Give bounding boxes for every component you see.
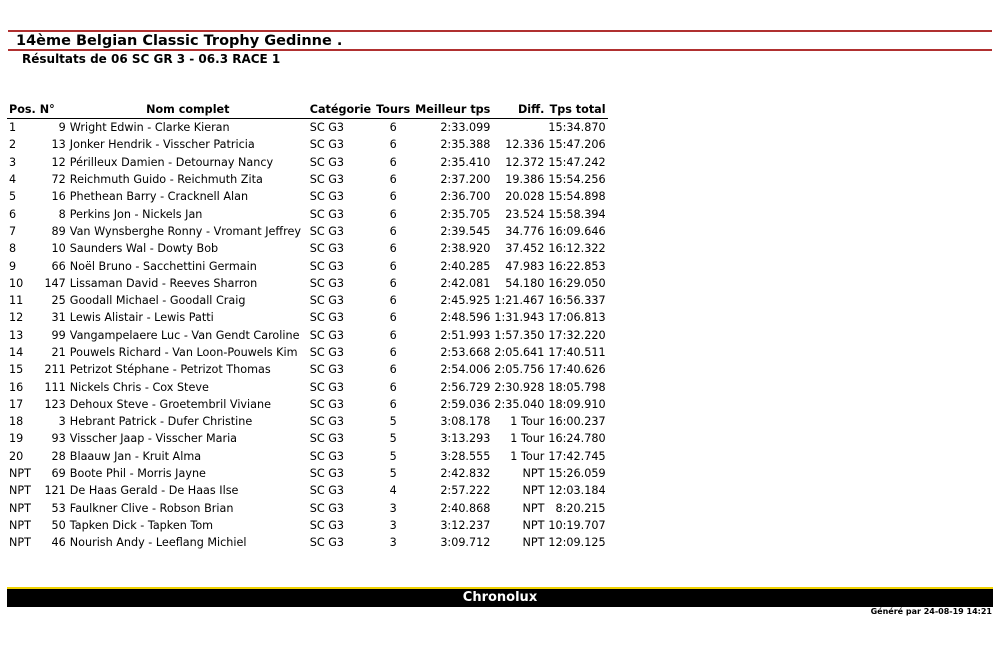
table-row (7, 482, 608, 499)
cell-pos: 1 (9, 121, 17, 135)
cell-name: Goodall Michael - Goodall Craig (69, 294, 246, 308)
cell-best-time: 2:45.925 (440, 294, 491, 308)
cell-diff: 37.452 (505, 242, 545, 256)
cell-total-time: 16:00.237 (548, 415, 606, 429)
cell-total-time: 15:26.059 (548, 467, 606, 481)
cell-name: Van Wynsberghe Ronny - Vromant Jeffrey (69, 224, 301, 238)
table-row (7, 500, 608, 517)
col-header-best-time: Meilleur tps (413, 101, 492, 119)
cell-total-time: 16:24.780 (548, 432, 606, 446)
table-row (7, 327, 608, 344)
cell-pos: 15 (9, 363, 24, 377)
cell-best-time: 2:53.668 (440, 346, 491, 359)
cell-number: 147 (44, 276, 66, 290)
cell-best-time: 2:56.729 (440, 380, 491, 394)
cell-best-time: 3:08.178 (440, 415, 491, 429)
cell-laps: 5 (389, 415, 397, 429)
cell-number: 10 (51, 242, 66, 256)
cell-name: Dehoux Steve - Groetembril Viviane (69, 397, 271, 411)
cell-name: Vangampelaere Luc - Van Gendt Caroline (69, 328, 300, 342)
col-header-total-time: Tps total (546, 101, 607, 119)
cell-name: Périlleux Damien - Detournay Nancy (69, 155, 274, 169)
cell-pos: NPT (9, 484, 31, 498)
cell-total-time: 10:19.707 (548, 518, 606, 532)
table-row (7, 534, 608, 551)
cell-total-time: 17:42.745 (548, 449, 606, 463)
cell-total-time: 16:56.337 (548, 294, 606, 308)
cell-category: SC G3 (309, 121, 345, 135)
cell-laps: 4 (389, 484, 397, 498)
cell-diff: 12.372 (505, 155, 545, 169)
cell-diff: 1:57.350 (494, 328, 545, 342)
cell-number: 28 (51, 449, 66, 463)
cell-best-time: 3:12.237 (440, 518, 491, 532)
cell-laps: 6 (389, 363, 397, 377)
table-row (7, 154, 608, 171)
table-header-row (7, 101, 608, 119)
table-row (7, 119, 608, 137)
cell-number: 12 (51, 155, 66, 169)
cell-diff: NPT (522, 501, 545, 515)
col-header-name: Nom complet (68, 101, 308, 119)
cell-category: SC G3 (309, 190, 345, 204)
cell-best-time: 2:37.200 (440, 173, 491, 187)
cell-diff: 1 Tour (510, 432, 545, 446)
cell-laps: 3 (389, 518, 397, 532)
cell-name: Lewis Alistair - Lewis Patti (69, 311, 214, 325)
cell-pos: 16 (9, 380, 24, 394)
cell-category: SC G3 (309, 276, 345, 290)
cell-pos: NPT (9, 518, 31, 532)
cell-name: Pouwels Richard - Van Loon-Pouwels Kim (69, 346, 298, 359)
cell-category: SC G3 (309, 449, 345, 463)
page-subtitle: Résultats de 06 SC GR 3 - 06.3 RACE 1 (22, 52, 281, 66)
cell-pos: 6 (9, 207, 17, 221)
cell-diff: NPT (522, 536, 545, 550)
cell-diff: 23.524 (505, 207, 545, 221)
cell-category: SC G3 (309, 242, 345, 256)
cell-laps: 6 (389, 276, 397, 290)
cell-laps: 5 (389, 449, 397, 463)
cell-laps: 6 (389, 328, 397, 342)
cell-laps: 6 (389, 173, 397, 187)
cell-diff: NPT (522, 467, 545, 481)
cell-pos: 19 (9, 432, 24, 446)
cell-pos: NPT (9, 536, 31, 550)
cell-pos: 9 (9, 259, 17, 273)
cell-diff: 1:31.943 (494, 311, 545, 325)
cell-name: Visscher Jaap - Visscher Maria (69, 432, 238, 446)
cell-diff: 2:35.040 (494, 397, 545, 411)
cell-number: 93 (51, 432, 66, 446)
cell-name: Lissaman David - Reeves Sharron (69, 276, 258, 290)
cell-pos: 7 (9, 224, 17, 238)
col-header-laps: Tours (373, 101, 413, 119)
cell-pos: 10 (9, 276, 24, 290)
cell-best-time: 3:28.555 (440, 449, 491, 463)
cell-total-time: 12:09.125 (548, 536, 606, 550)
cell-best-time: 2:33.099 (440, 121, 491, 135)
cell-number: 31 (51, 311, 66, 325)
cell-best-time: 2:42.832 (440, 467, 491, 481)
cell-best-time: 2:36.700 (440, 190, 491, 204)
header-top-rule (8, 30, 992, 32)
cell-best-time: 2:35.705 (440, 207, 491, 221)
cell-total-time: 15:47.206 (548, 138, 606, 152)
cell-number: 25 (51, 294, 66, 308)
cell-pos: 14 (9, 346, 24, 359)
cell-laps: 6 (389, 121, 397, 135)
col-header-category: Catégorie (308, 101, 373, 119)
table-row (7, 240, 608, 257)
table-row (7, 465, 608, 482)
cell-number: 9 (58, 121, 66, 135)
table-row (7, 292, 608, 309)
cell-diff: 1 Tour (510, 449, 545, 463)
cell-total-time: 17:06.813 (548, 311, 606, 325)
cell-name: Nickels Chris - Cox Steve (69, 380, 209, 394)
cell-number: 21 (51, 346, 66, 359)
cell-pos: 5 (9, 190, 17, 204)
cell-name: Tapken Dick - Tapken Tom (69, 518, 214, 532)
cell-number: 89 (51, 224, 66, 238)
table-row (7, 309, 608, 326)
cell-pos: 17 (9, 397, 24, 411)
cell-laps: 6 (389, 155, 397, 169)
cell-best-time: 2:35.410 (440, 155, 491, 169)
cell-number: 72 (51, 173, 66, 187)
cell-best-time: 2:42.081 (440, 276, 491, 290)
cell-pos: 18 (9, 415, 24, 429)
cell-laps: 6 (389, 380, 397, 394)
cell-best-time: 2:35.388 (440, 138, 491, 152)
cell-best-time: 3:09.712 (440, 536, 491, 550)
table-row (7, 396, 608, 413)
table-row (7, 344, 608, 361)
cell-diff: 1:21.467 (494, 294, 545, 308)
cell-number: 211 (44, 363, 66, 377)
cell-name: Reichmuth Guido - Reichmuth Zita (69, 173, 263, 187)
cell-name: Petrizot Stéphane - Petrizot Thomas (69, 363, 271, 377)
cell-total-time: 18:05.798 (548, 380, 606, 394)
cell-number: 121 (44, 484, 66, 498)
cell-diff: 54.180 (505, 276, 545, 290)
table-row (7, 378, 608, 395)
cell-name: Faulkner Clive - Robson Brian (69, 501, 234, 515)
footer-bar (7, 587, 993, 607)
cell-category: SC G3 (309, 484, 345, 498)
cell-laps: 6 (389, 190, 397, 204)
cell-pos: 12 (9, 311, 24, 325)
cell-diff (492, 119, 546, 137)
cell-number: 16 (51, 190, 66, 204)
cell-category: SC G3 (309, 294, 345, 308)
cell-name: Jonker Hendrik - Visscher Patricia (69, 138, 255, 152)
cell-name: Boote Phil - Morris Jayne (69, 467, 206, 481)
cell-number: 66 (51, 259, 66, 273)
cell-number: 13 (51, 138, 66, 152)
table-row (7, 413, 608, 430)
table-row (7, 205, 608, 222)
footer-brand: Chronolux (462, 590, 538, 605)
cell-number: 123 (44, 397, 66, 411)
cell-best-time: 2:54.006 (440, 363, 491, 377)
cell-diff: 20.028 (505, 190, 545, 204)
cell-pos: 13 (9, 328, 24, 342)
cell-diff: NPT (522, 484, 545, 498)
cell-pos: NPT (9, 501, 31, 515)
cell-total-time: 17:40.626 (548, 363, 606, 377)
table-row (7, 448, 608, 465)
table-row (7, 361, 608, 378)
cell-number: 50 (51, 518, 66, 532)
cell-total-time: 16:29.050 (548, 276, 606, 290)
cell-category: SC G3 (309, 536, 345, 550)
cell-diff: 12.336 (505, 138, 545, 152)
cell-laps: 3 (389, 501, 397, 515)
table-row (7, 257, 608, 274)
cell-laps: 6 (389, 259, 397, 273)
col-header-diff: Diff. (492, 101, 546, 119)
cell-diff: 47.983 (505, 259, 545, 273)
cell-category: SC G3 (309, 380, 345, 394)
cell-pos: 3 (9, 155, 17, 169)
cell-total-time: 15:54.256 (548, 173, 606, 187)
cell-total-time: 8:20.215 (555, 501, 606, 515)
cell-pos: 11 (9, 294, 24, 308)
cell-laps: 6 (389, 224, 397, 238)
cell-best-time: 2:57.222 (440, 484, 491, 498)
col-header-pos: Pos. (7, 101, 38, 119)
cell-category: SC G3 (309, 415, 345, 429)
cell-laps: 6 (389, 242, 397, 256)
cell-category: SC G3 (309, 173, 345, 187)
table-row (7, 171, 608, 188)
col-header-number: N° (38, 101, 68, 119)
cell-total-time: 12:03.184 (548, 484, 606, 498)
results-table (7, 101, 608, 551)
table-row (7, 517, 608, 534)
cell-best-time: 2:40.285 (440, 259, 491, 273)
cell-category: SC G3 (309, 224, 345, 238)
cell-laps: 6 (389, 294, 397, 308)
cell-best-time: 2:51.993 (440, 328, 491, 342)
cell-diff: NPT (522, 518, 545, 532)
cell-number: 3 (58, 415, 66, 429)
table-row (7, 188, 608, 205)
table-row (7, 136, 608, 153)
table-row (7, 223, 608, 240)
cell-category: SC G3 (309, 207, 345, 221)
cell-total-time: 17:32.220 (548, 328, 606, 342)
header-bottom-rule (8, 49, 992, 51)
cell-total-time: 16:09.646 (548, 224, 606, 238)
cell-number: 46 (51, 536, 66, 550)
cell-total-time: 15:34.870 (548, 121, 606, 135)
cell-laps: 5 (389, 467, 397, 481)
cell-category: SC G3 (309, 155, 345, 169)
cell-diff: 1 Tour (510, 415, 545, 429)
cell-number: 8 (58, 207, 66, 221)
cell-category: SC G3 (309, 363, 345, 377)
cell-pos: 20 (9, 449, 24, 463)
cell-diff: 19.386 (505, 173, 545, 187)
cell-name: Wright Edwin - Clarke Kieran (69, 121, 230, 135)
cell-name: Perkins Jon - Nickels Jan (69, 207, 203, 221)
cell-category: SC G3 (309, 328, 345, 342)
cell-total-time: 16:22.853 (548, 259, 606, 273)
cell-pos: NPT (9, 467, 31, 481)
cell-total-time: 17:40.511 (548, 346, 606, 359)
page-title: 14ème Belgian Classic Trophy Gedinne . (16, 33, 343, 49)
cell-laps: 6 (389, 397, 397, 411)
cell-best-time: 2:38.920 (440, 242, 491, 256)
table-row (7, 430, 608, 447)
cell-name: Saunders Wal - Dowty Bob (69, 242, 219, 256)
cell-category: SC G3 (309, 346, 345, 359)
cell-diff: 2:05.756 (494, 363, 545, 377)
cell-total-time: 18:09.910 (548, 397, 606, 411)
cell-name: Hebrant Patrick - Dufer Christine (69, 415, 253, 429)
cell-name: De Haas Gerald - De Haas Ilse (69, 484, 239, 498)
cell-name: Noël Bruno - Sacchettini Germain (69, 259, 257, 273)
cell-laps: 3 (389, 536, 397, 550)
cell-total-time: 15:47.242 (548, 155, 606, 169)
cell-laps: 5 (389, 432, 397, 446)
cell-total-time: 15:58.394 (548, 207, 606, 221)
cell-name: Phethean Barry - Cracknell Alan (69, 190, 249, 204)
cell-diff: 34.776 (505, 224, 545, 238)
cell-best-time: 2:40.868 (440, 501, 491, 515)
cell-best-time: 2:59.036 (440, 397, 491, 411)
cell-category: SC G3 (309, 501, 345, 515)
cell-category: SC G3 (309, 259, 345, 273)
cell-category: SC G3 (309, 311, 345, 325)
cell-category: SC G3 (309, 432, 345, 446)
cell-name: Nourish Andy - Leeflang Michiel (69, 536, 247, 550)
generated-timestamp: Généré par 24-08-19 14:21 (870, 607, 992, 616)
cell-laps: 6 (389, 311, 397, 325)
cell-category: SC G3 (309, 138, 345, 152)
cell-best-time: 2:39.545 (440, 224, 491, 238)
cell-diff: 2:30.928 (494, 380, 545, 394)
cell-total-time: 16:12.322 (548, 242, 606, 256)
cell-number: 111 (44, 380, 66, 394)
cell-laps: 6 (389, 346, 397, 359)
cell-best-time: 2:48.596 (440, 311, 491, 325)
cell-number: 53 (51, 501, 66, 515)
cell-pos: 8 (9, 242, 17, 256)
cell-diff: 2:05.641 (494, 346, 545, 359)
cell-pos: 4 (9, 173, 17, 187)
cell-best-time: 3:13.293 (440, 432, 491, 446)
cell-laps: 6 (389, 138, 397, 152)
cell-category: SC G3 (309, 467, 345, 481)
cell-number: 69 (51, 467, 66, 481)
table-row (7, 275, 608, 292)
cell-number: 99 (51, 328, 66, 342)
cell-laps: 6 (389, 207, 397, 221)
cell-category: SC G3 (309, 518, 345, 532)
cell-category: SC G3 (309, 397, 345, 411)
cell-name: Blaauw Jan - Kruit Alma (69, 449, 202, 463)
cell-pos: 2 (9, 138, 17, 152)
cell-total-time: 15:54.898 (548, 190, 606, 204)
